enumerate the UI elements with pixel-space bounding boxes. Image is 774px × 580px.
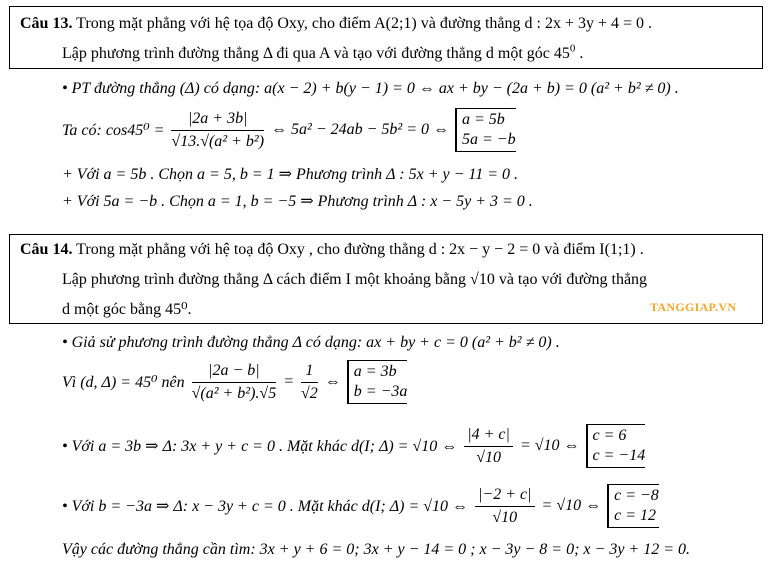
question-13-box	[9, 6, 763, 69]
solution-13-ta-co: Ta có: cos45⁰ =	[62, 122, 165, 139]
question-14-text-1: Trong mặt phẳng với hệ toạ độ Oxy , cho đường thẳng d : 2x − y − 2 = 0 và điểm I(1;1) .	[76, 241, 644, 258]
solution-14-line-3	[62, 424, 645, 468]
solution-14-c-value-4: c = 12	[614, 507, 657, 524]
solution-13-case-2: 5a = −b	[462, 131, 516, 148]
question-13-degree: 0	[569, 42, 576, 55]
question-14-line-3: d một góc bằng 45⁰.	[62, 301, 192, 318]
question-13-text-2: Lập phương trình đường thẳng Δ đi qua A và tạo với đường thẳng d một góc 45	[62, 45, 570, 62]
solution-14-fraction-2	[301, 362, 318, 403]
solution-14-case-b-post: = √10 ⇔	[541, 497, 602, 514]
solution-13-equivalence: ⇔ 5a² − 24ab − 5b² = 0 ⇔	[271, 121, 449, 138]
solution-13-system	[455, 108, 516, 152]
question-13-line-2	[62, 42, 584, 63]
solution-14-numerator-2: 1	[301, 362, 318, 383]
solution-14-system-1	[347, 360, 408, 404]
solution-14-case-1: a = 3b	[353, 363, 397, 380]
solution-14-line-2	[62, 360, 407, 404]
question-14-line-1	[20, 241, 644, 259]
solution-14-c-value-1: c = 6	[592, 427, 627, 444]
question-13-line-1	[20, 15, 652, 33]
solution-14-denominator-2: √2	[300, 384, 318, 402]
solution-14-line-4	[62, 484, 659, 528]
solution-13-line-3: + Với a = 5b . Chọn a = 5, b = 1 ⇒ Phương trình Δ : 5x + y − 11 = 0 .	[62, 166, 519, 183]
question-13-label: Câu 13.	[20, 15, 73, 32]
solution-14-case-2: b = −3a	[353, 383, 408, 400]
solution-14-c-value-3: c = −8	[614, 487, 659, 504]
question-13-text-1: Trong mặt phẳng với hệ tọa độ Oxy, cho điểm A(2;1) và đường thẳng d : 2x + 3y + 4 = 0 .	[76, 15, 653, 32]
solution-14-fraction-3	[464, 426, 513, 467]
question-14-label: Câu 14.	[20, 241, 73, 258]
solution-13-case-1: a = 5b	[462, 111, 505, 128]
solution-13-line-2	[62, 108, 516, 152]
solution-14-equals: =	[283, 373, 294, 390]
solution-14-line-1: • Giả sử phương trình đường thẳng Δ có dạng: ax + by + c = 0 (a² + b² ≠ 0) .	[62, 334, 560, 351]
solution-14-system-3	[607, 484, 659, 528]
solution-13-line-1: • PT đường thẳng (Δ) có dạng: a(x − 2) + b(y − 1) = 0 ⇔ ax + by − (2a + b) = 0 (a² + b² ≠ 0) .	[62, 80, 679, 97]
solution-14-case-b-text: • Với b = −3a ⇒ Δ: x − 3y + c = 0 . Mặt khác d(I; Δ) = √10 ⇔	[62, 498, 469, 515]
solution-14-c-value-2: c = −14	[592, 447, 646, 464]
question-14-line-2: Lập phương trình đường thẳng Δ cách điểm I một khoảng bằng √10 và tạo với đường thẳng	[62, 271, 648, 288]
solution-14-fraction-4	[475, 486, 535, 527]
solution-14-case-a-text: • Với a = 3b ⇒ Δ: 3x + y + c = 0 . Mặt khác d(I; Δ) = √10 ⇔	[62, 438, 458, 455]
solution-14-denominator-4: √10	[492, 508, 518, 526]
solution-14-numerator-3: |4 + c|	[464, 426, 513, 447]
solution-14-system-2	[586, 424, 646, 468]
solution-14-equivalence: ⇔	[324, 373, 341, 390]
watermark-text: TANGGIAP.VN	[650, 300, 737, 314]
solution-14-vi: Vì (d, Δ) = 45⁰ nên	[62, 374, 185, 391]
solution-14-denominator-3: √10	[476, 448, 501, 466]
question-13-text-2-end: .	[575, 45, 584, 62]
solution-14-conclusion: Vậy các đường thẳng cần tìm: 3x + y + 6 = 0; 3x + y − 14 = 0 ; x − 3y − 8 = 0; x − 3y + 12 = 0.	[62, 541, 691, 558]
solution-14-denominator-1: √(a² + b²).√5	[191, 384, 277, 402]
solution-14-numerator-4: |−2 + c|	[475, 486, 535, 507]
solution-13-numerator: |2a + 3b|	[171, 110, 264, 131]
solution-14-numerator-1: |2a − b|	[192, 362, 277, 383]
solution-14-case-a-post: = √10 ⇔	[519, 437, 580, 454]
solution-13-denominator: √13.√(a² + b²)	[171, 132, 265, 150]
solution-13-fraction	[171, 110, 264, 151]
solution-14-fraction-1	[192, 362, 277, 403]
solution-13-line-4: + Với 5a = −b . Chọn a = 1, b = −5 ⇒ Phương trình Δ : x − 5y + 3 = 0 .	[62, 193, 533, 210]
